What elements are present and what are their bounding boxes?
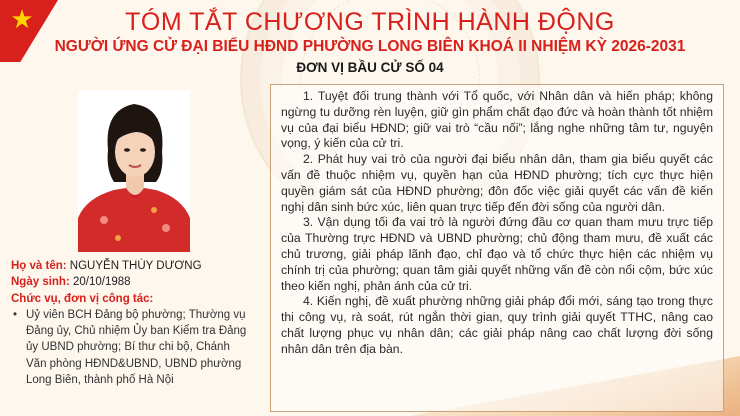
position-line-3 — [11, 339, 269, 355]
candidate-info — [11, 258, 269, 388]
program-item-4: 4. Kiến nghị, đề xuất phường những giải pháp đổi mới, sáng tạo trong thực thi công vụ, rà soát, rút ngắn thời gian, quy trình giải quyết TTHC, nâng cao chất lượng phục vụ nhân dân; các giải pháp nâng cao chất lượng đời sống nhân dân trên địa bàn. — [281, 294, 713, 356]
program-item-2: 2. Phát huy vai trò của người đại biểu nhân dân, tham gia biểu quyết các vấn đề thuộc nhiệm vụ, quyền hạn của HĐND phường; tích cực thực hiện quyền giám sát của HĐND phường; đôn đốc việc giải quyết các vấn đề kiến nghị dân sinh bức xúc, liên quan trực tiếp đến đời sống của người dân. — [281, 152, 713, 214]
star-icon: ★ — [10, 5, 34, 35]
portrait-illustration — [78, 90, 190, 252]
position-text-2: Đảng ủy, Chủ nhiệm Ủy ban Kiểm tra Đảng — [26, 325, 247, 338]
name-row — [11, 258, 269, 274]
program-item-3: 3. Vận dụng tối đa vai trò là người đứng đầu cơ quan tham mưu trực tiếp của Thường trực HĐND và UBND phường; chủ động tham mưu, đề xuất các chủ trương, giải pháp lãnh đạo, chỉ đạo và tổ chức thực hiện các nhiệm vụ chính trị của phường; quan tâm giải quyết những vấn đề còn nổi cộm, bức xúc theo kiến nghị, phản ánh của cử tri. — [281, 215, 713, 293]
page-subtitle: NGƯỜI ỨNG CỬ ĐẠI BIỂU HĐND PHƯỜNG LONG BIÊN KHOÁ II NHIỆM KỲ 2026-2031 — [54, 38, 686, 55]
position-line-5 — [11, 372, 269, 388]
dob-row — [11, 274, 269, 290]
position-label-row — [11, 291, 269, 307]
candidate-dob: 20/10/1988 — [73, 276, 131, 289]
bullet-icon: • — [13, 308, 18, 321]
position-text-4: Văn phòng HĐND&UBND, UBND phường — [26, 357, 242, 370]
position-line-2 — [11, 323, 269, 339]
position-line-4 — [11, 356, 269, 372]
page-title: TÓM TẮT CHƯƠNG TRÌNH HÀNH ĐỘNG — [125, 8, 615, 36]
program-item-1: 1. Tuyệt đối trung thành với Tổ quốc, với Nhân dân và hiến pháp; không ngừng tu dưỡng rèn luyện, giữ gìn phẩm chất đạo đức và hoàn thành tốt nhiệm vụ của đại biểu HĐND; giữ vai trò “cầu nối”; lắng nghe những tâm tư, nguyện vọng, ý kiến của cử tri. — [281, 89, 713, 151]
name-label: Họ và tên: — [11, 260, 67, 272]
electoral-unit: ĐƠN VỊ BẦU CỬ SỐ 04 — [296, 60, 444, 75]
position-text-1: Uỷ viên BCH Đảng bộ phường; Thường vụ — [26, 308, 246, 321]
position-label: Chức vụ, đơn vị công tác: — [11, 292, 154, 305]
candidate-portrait — [78, 90, 190, 252]
position-line-1 — [11, 307, 269, 323]
candidate-name: NGUYỄN THÙY DƯƠNG — [69, 260, 202, 272]
position-text-5: Long Biên, thành phố Hà Nội — [26, 374, 174, 387]
dob-label: Ngày sinh: — [11, 276, 70, 289]
action-program-box — [270, 84, 724, 412]
position-text-3: ủy UBND phường; Bí thư chi bộ, Chánh — [26, 341, 230, 354]
